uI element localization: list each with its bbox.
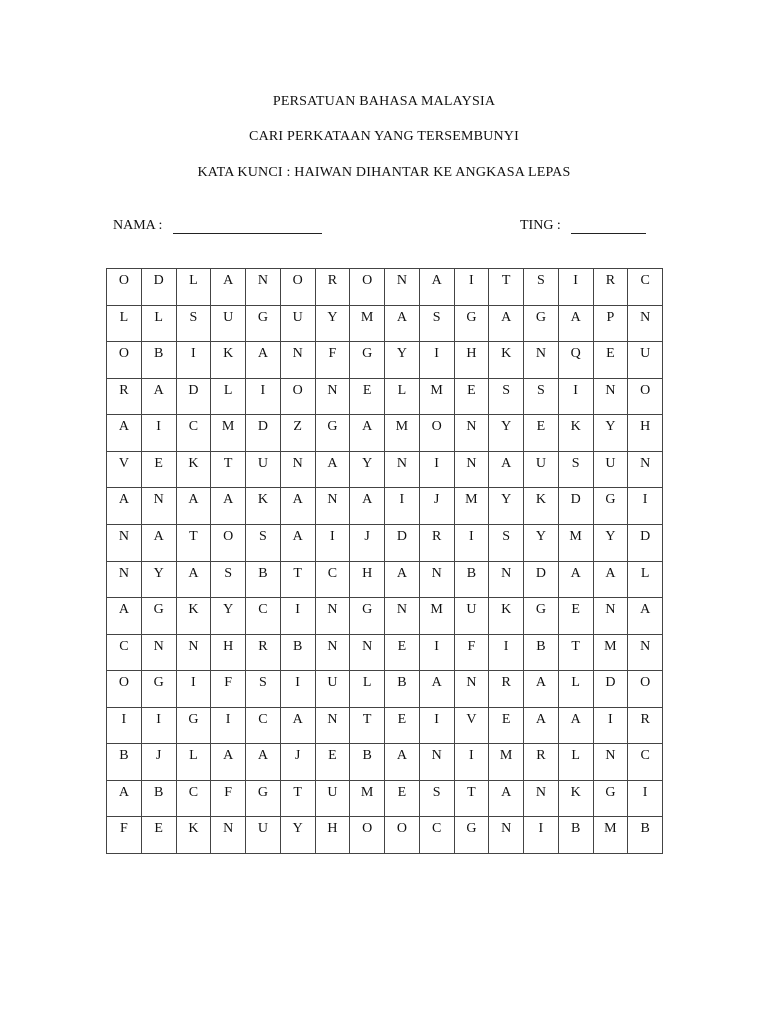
grid-cell[interactable]: S xyxy=(524,269,559,306)
grid-cell[interactable]: Y xyxy=(350,452,385,489)
grid-cell[interactable]: E xyxy=(385,781,420,818)
grid-cell[interactable]: E xyxy=(489,708,524,745)
grid-cell[interactable]: S xyxy=(420,306,455,343)
grid-cell[interactable]: A xyxy=(177,488,212,525)
grid-cell[interactable]: S xyxy=(524,379,559,416)
grid-cell[interactable]: K xyxy=(177,452,212,489)
grid-cell[interactable]: H xyxy=(211,635,246,672)
grid-cell[interactable]: U xyxy=(316,671,351,708)
grid-cell[interactable]: N xyxy=(316,379,351,416)
grid-cell[interactable]: E xyxy=(142,817,177,854)
grid-cell[interactable]: O xyxy=(107,671,142,708)
grid-cell[interactable]: O xyxy=(107,342,142,379)
grid-cell[interactable]: G xyxy=(246,781,281,818)
grid-cell[interactable]: N xyxy=(524,781,559,818)
grid-cell[interactable]: E xyxy=(385,635,420,672)
grid-cell[interactable]: N xyxy=(628,306,663,343)
grid-cell[interactable]: N xyxy=(524,342,559,379)
grid-cell[interactable]: N xyxy=(628,635,663,672)
grid-cell[interactable]: C xyxy=(628,269,663,306)
grid-cell[interactable]: B xyxy=(559,817,594,854)
grid-cell[interactable]: B xyxy=(281,635,316,672)
grid-cell[interactable]: A xyxy=(559,306,594,343)
grid-cell[interactable]: I xyxy=(455,744,490,781)
grid-cell[interactable]: S xyxy=(489,379,524,416)
grid-cell[interactable]: A xyxy=(281,708,316,745)
grid-cell[interactable]: A xyxy=(107,415,142,452)
grid-cell[interactable]: T xyxy=(177,525,212,562)
grid-cell[interactable]: I xyxy=(524,817,559,854)
grid-cell[interactable]: T xyxy=(281,781,316,818)
grid-cell[interactable]: H xyxy=(316,817,351,854)
word-search-grid xyxy=(106,268,663,854)
grid-cell[interactable]: I xyxy=(142,415,177,452)
grid-cell[interactable]: N xyxy=(281,452,316,489)
grid-cell[interactable]: A xyxy=(385,306,420,343)
nama-label: NAMA : xyxy=(113,218,163,233)
grid-cell[interactable]: B xyxy=(142,781,177,818)
grid-cell[interactable]: M xyxy=(350,781,385,818)
grid-cell[interactable]: G xyxy=(142,671,177,708)
grid-cell[interactable]: T xyxy=(489,269,524,306)
grid-cell[interactable]: D xyxy=(524,562,559,599)
grid-cell[interactable]: K xyxy=(524,488,559,525)
grid-cell[interactable]: G xyxy=(142,598,177,635)
grid-cell[interactable]: L xyxy=(211,379,246,416)
grid-cell[interactable]: G xyxy=(350,598,385,635)
grid-cell[interactable]: R xyxy=(246,635,281,672)
grid-cell[interactable]: U xyxy=(628,342,663,379)
grid-cell[interactable]: N xyxy=(420,562,455,599)
grid-cell[interactable]: A xyxy=(594,562,629,599)
grid-cell[interactable]: D xyxy=(385,525,420,562)
grid-cell[interactable]: S xyxy=(177,306,212,343)
grid-cell[interactable]: A xyxy=(489,781,524,818)
grid-cell[interactable]: A xyxy=(628,598,663,635)
nama-blank-line[interactable] xyxy=(173,233,322,234)
grid-cell[interactable]: R xyxy=(628,708,663,745)
grid-cell[interactable]: Q xyxy=(559,342,594,379)
grid-cell[interactable]: C xyxy=(246,598,281,635)
grid-cell[interactable]: K xyxy=(177,817,212,854)
grid-cell[interactable]: I xyxy=(489,635,524,672)
grid-cell[interactable]: K xyxy=(559,781,594,818)
grid-cell[interactable]: A xyxy=(420,671,455,708)
grid-cell[interactable]: N xyxy=(211,817,246,854)
grid-cell[interactable]: I xyxy=(455,525,490,562)
grid-cell[interactable]: N xyxy=(420,744,455,781)
grid-cell[interactable]: I xyxy=(455,269,490,306)
grid-cell[interactable]: N xyxy=(455,415,490,452)
grid-cell[interactable]: N xyxy=(489,562,524,599)
grid-cell[interactable]: N xyxy=(594,598,629,635)
grid-cell[interactable]: N xyxy=(455,671,490,708)
grid-cell[interactable]: L xyxy=(350,671,385,708)
grid-cell[interactable]: A xyxy=(559,708,594,745)
grid-cell[interactable]: U xyxy=(316,781,351,818)
grid-cell[interactable]: F xyxy=(316,342,351,379)
grid-cell[interactable]: M xyxy=(420,598,455,635)
grid-cell[interactable]: L xyxy=(559,744,594,781)
grid-cell[interactable]: R xyxy=(489,671,524,708)
grid-cell[interactable]: L xyxy=(107,306,142,343)
grid-cell[interactable]: J xyxy=(350,525,385,562)
grid-cell[interactable]: D xyxy=(177,379,212,416)
grid-cell[interactable]: O xyxy=(350,269,385,306)
grid-cell[interactable]: L xyxy=(559,671,594,708)
grid-cell[interactable]: U xyxy=(211,306,246,343)
grid-cell[interactable]: E xyxy=(524,415,559,452)
grid-cell[interactable]: L xyxy=(628,562,663,599)
grid-cell[interactable]: N xyxy=(385,452,420,489)
grid-cell[interactable]: S xyxy=(211,562,246,599)
grid-cell[interactable]: C xyxy=(177,781,212,818)
grid-cell[interactable]: T xyxy=(211,452,246,489)
grid-cell[interactable]: N xyxy=(385,269,420,306)
grid-cell[interactable]: G xyxy=(246,306,281,343)
grid-cell[interactable]: G xyxy=(524,306,559,343)
grid-cell[interactable]: R xyxy=(107,379,142,416)
grid-cell[interactable]: Y xyxy=(385,342,420,379)
grid-cell[interactable]: T xyxy=(350,708,385,745)
grid-cell[interactable]: A xyxy=(246,342,281,379)
grid-cell[interactable]: D xyxy=(559,488,594,525)
grid-cell[interactable]: K xyxy=(559,415,594,452)
grid-cell[interactable]: K xyxy=(489,342,524,379)
grid-cell[interactable]: P xyxy=(594,306,629,343)
grid-cell[interactable]: N xyxy=(316,635,351,672)
grid-cell[interactable]: M xyxy=(489,744,524,781)
grid-cell[interactable]: H xyxy=(455,342,490,379)
grid-cell[interactable]: S xyxy=(420,781,455,818)
grid-cell[interactable]: O xyxy=(281,269,316,306)
grid-cell[interactable]: Y xyxy=(211,598,246,635)
grid-cell[interactable]: N xyxy=(107,525,142,562)
grid-cell[interactable]: K xyxy=(489,598,524,635)
grid-cell[interactable]: N xyxy=(350,635,385,672)
grid-cell[interactable]: M xyxy=(594,635,629,672)
grid-cell[interactable]: O xyxy=(281,379,316,416)
grid-cell[interactable]: Y xyxy=(489,488,524,525)
grid-cell[interactable]: L xyxy=(142,306,177,343)
grid-cell[interactable]: I xyxy=(281,598,316,635)
grid-cell[interactable]: E xyxy=(594,342,629,379)
grid-cell[interactable]: A xyxy=(350,488,385,525)
grid-cell[interactable]: Y xyxy=(316,306,351,343)
grid-cell[interactable]: B xyxy=(628,817,663,854)
grid-cell[interactable]: N xyxy=(281,342,316,379)
grid-cell[interactable]: M xyxy=(455,488,490,525)
organisation-title: PERSATUAN BAHASA MALAYSIA xyxy=(272,94,496,109)
grid-cell[interactable]: T xyxy=(559,635,594,672)
grid-cell[interactable]: I xyxy=(420,708,455,745)
grid-cell[interactable]: E xyxy=(316,744,351,781)
grid-cell[interactable]: B xyxy=(350,744,385,781)
grid-cell[interactable]: Y xyxy=(142,562,177,599)
grid-cell[interactable]: H xyxy=(350,562,385,599)
grid-cell[interactable]: I xyxy=(246,379,281,416)
grid-cell[interactable]: G xyxy=(455,306,490,343)
grid-cell[interactable]: R xyxy=(594,269,629,306)
grid-cell[interactable]: L xyxy=(177,269,212,306)
grid-cell[interactable]: A xyxy=(385,562,420,599)
grid-cell[interactable]: C xyxy=(316,562,351,599)
grid-cell[interactable]: M xyxy=(211,415,246,452)
grid-cell[interactable]: G xyxy=(594,781,629,818)
grid-cell[interactable]: N xyxy=(246,269,281,306)
grid-cell[interactable]: K xyxy=(246,488,281,525)
grid-cell[interactable]: R xyxy=(420,525,455,562)
grid-cell[interactable]: N xyxy=(177,635,212,672)
grid-cell[interactable]: S xyxy=(246,525,281,562)
grid-cell[interactable]: U xyxy=(246,452,281,489)
grid-cell[interactable]: I xyxy=(385,488,420,525)
grid-cell[interactable]: F xyxy=(455,635,490,672)
grid-cell[interactable]: C xyxy=(246,708,281,745)
grid-cell[interactable]: I xyxy=(420,635,455,672)
grid-cell[interactable]: K xyxy=(211,342,246,379)
grid-cell[interactable]: D xyxy=(594,671,629,708)
grid-cell[interactable]: J xyxy=(142,744,177,781)
grid-cell[interactable]: B xyxy=(246,562,281,599)
grid-cell[interactable]: U xyxy=(455,598,490,635)
grid-cell[interactable]: A xyxy=(246,744,281,781)
grid-cell[interactable]: I xyxy=(177,671,212,708)
grid-cell[interactable]: G xyxy=(455,817,490,854)
grid-cell[interactable]: H xyxy=(628,415,663,452)
grid-cell[interactable]: U xyxy=(281,306,316,343)
grid-cell[interactable]: I xyxy=(211,708,246,745)
grid-cell[interactable]: B xyxy=(107,744,142,781)
grid-cell[interactable]: A xyxy=(281,488,316,525)
grid-cell[interactable]: N xyxy=(107,562,142,599)
grid-cell[interactable]: A xyxy=(420,269,455,306)
grid-cell[interactable]: T xyxy=(281,562,316,599)
grid-cell[interactable]: A xyxy=(524,708,559,745)
instruction-title: CARI PERKATAAN YANG TERSEMBUNYI xyxy=(249,129,519,144)
grid-cell[interactable]: A xyxy=(177,562,212,599)
grid-cell[interactable]: M xyxy=(559,525,594,562)
grid-cell[interactable]: N xyxy=(489,817,524,854)
grid-cell[interactable]: I xyxy=(559,269,594,306)
grid-cell[interactable]: I xyxy=(177,342,212,379)
grid-cell[interactable]: R xyxy=(316,269,351,306)
grid-cell[interactable]: A xyxy=(489,306,524,343)
grid-cell[interactable]: O xyxy=(385,817,420,854)
grid-cell[interactable]: O xyxy=(628,671,663,708)
grid-cell[interactable]: U xyxy=(246,817,281,854)
grid-cell[interactable]: L xyxy=(385,379,420,416)
grid-cell[interactable]: N xyxy=(142,635,177,672)
grid-cell[interactable]: Y xyxy=(594,525,629,562)
grid-cell[interactable]: R xyxy=(524,744,559,781)
grid-cell[interactable]: I xyxy=(559,379,594,416)
grid-cell[interactable]: E xyxy=(142,452,177,489)
grid-cell[interactable]: S xyxy=(489,525,524,562)
grid-cell[interactable]: K xyxy=(177,598,212,635)
grid-cell[interactable]: E xyxy=(559,598,594,635)
grid-cell[interactable]: C xyxy=(628,744,663,781)
grid-cell[interactable]: N xyxy=(385,598,420,635)
grid-cell[interactable]: A xyxy=(350,415,385,452)
grid-cell[interactable]: A xyxy=(142,525,177,562)
grid-cell[interactable]: N xyxy=(594,744,629,781)
grid-cell[interactable]: I xyxy=(420,452,455,489)
grid-cell[interactable]: F xyxy=(211,781,246,818)
grid-cell[interactable]: I xyxy=(142,708,177,745)
grid-cell[interactable]: N xyxy=(316,598,351,635)
grid-cell[interactable]: A xyxy=(107,488,142,525)
grid-cell[interactable]: A xyxy=(107,781,142,818)
grid-cell[interactable]: A xyxy=(211,488,246,525)
grid-cell[interactable]: U xyxy=(524,452,559,489)
grid-cell[interactable]: C xyxy=(177,415,212,452)
grid-cell[interactable]: M xyxy=(594,817,629,854)
ting-label: TING : xyxy=(520,218,561,233)
grid-cell[interactable]: A xyxy=(107,598,142,635)
grid-cell[interactable]: B xyxy=(455,562,490,599)
grid-cell[interactable]: T xyxy=(455,781,490,818)
grid-cell[interactable]: S xyxy=(559,452,594,489)
grid-cell[interactable]: L xyxy=(177,744,212,781)
grid-cell[interactable]: V xyxy=(107,452,142,489)
grid-cell[interactable]: E xyxy=(385,708,420,745)
grid-cell[interactable]: Y xyxy=(524,525,559,562)
grid-cell[interactable]: F xyxy=(211,671,246,708)
grid-cell[interactable]: A xyxy=(489,452,524,489)
grid-cell[interactable]: A xyxy=(559,562,594,599)
grid-cell[interactable]: I xyxy=(316,525,351,562)
grid-cell[interactable]: A xyxy=(385,744,420,781)
grid-cell[interactable]: O xyxy=(350,817,385,854)
grid-cell[interactable]: C xyxy=(420,817,455,854)
grid-cell[interactable]: U xyxy=(594,452,629,489)
grid-cell[interactable]: G xyxy=(316,415,351,452)
grid-cell[interactable]: O xyxy=(107,269,142,306)
grid-cell[interactable]: N xyxy=(628,452,663,489)
grid-cell[interactable]: G xyxy=(177,708,212,745)
grid-cell[interactable]: D xyxy=(628,525,663,562)
grid-cell[interactable]: O xyxy=(211,525,246,562)
grid-cell[interactable]: A xyxy=(524,671,559,708)
grid-cell[interactable]: O xyxy=(628,379,663,416)
grid-cell[interactable]: A xyxy=(316,452,351,489)
grid-cell[interactable]: A xyxy=(211,269,246,306)
grid-cell[interactable]: D xyxy=(246,415,281,452)
grid-cell[interactable]: Y xyxy=(281,817,316,854)
keyword-title: KATA KUNCI : HAIWAN DIHANTAR KE ANGKASA LEPAS xyxy=(197,165,571,180)
grid-cell[interactable]: Z xyxy=(281,415,316,452)
grid-cell[interactable]: N xyxy=(316,488,351,525)
grid-cell[interactable]: F xyxy=(107,817,142,854)
grid-cell[interactable]: I xyxy=(628,781,663,818)
grid-cell[interactable]: V xyxy=(455,708,490,745)
grid-cell[interactable]: I xyxy=(420,342,455,379)
grid-cell[interactable]: G xyxy=(524,598,559,635)
grid-cell[interactable]: N xyxy=(142,488,177,525)
grid-cell[interactable]: I xyxy=(107,708,142,745)
grid-cell[interactable]: E xyxy=(455,379,490,416)
grid-cell[interactable]: M xyxy=(350,306,385,343)
grid-cell[interactable]: G xyxy=(594,488,629,525)
grid-cell[interactable]: Y xyxy=(594,415,629,452)
grid-cell[interactable]: N xyxy=(455,452,490,489)
grid-cell[interactable]: G xyxy=(350,342,385,379)
grid-cell[interactable]: I xyxy=(628,488,663,525)
grid-cell[interactable]: J xyxy=(420,488,455,525)
grid-cell[interactable]: N xyxy=(594,379,629,416)
grid-cell[interactable]: A xyxy=(142,379,177,416)
grid-cell[interactable]: O xyxy=(420,415,455,452)
grid-cell[interactable]: M xyxy=(420,379,455,416)
grid-cell[interactable]: D xyxy=(142,269,177,306)
grid-cell[interactable]: A xyxy=(211,744,246,781)
grid-cell[interactable]: I xyxy=(281,671,316,708)
grid-cell[interactable]: Y xyxy=(489,415,524,452)
grid-cell[interactable]: E xyxy=(350,379,385,416)
grid-cell[interactable]: S xyxy=(246,671,281,708)
grid-cell[interactable]: A xyxy=(281,525,316,562)
grid-cell[interactable]: B xyxy=(142,342,177,379)
grid-cell[interactable]: B xyxy=(385,671,420,708)
grid-cell[interactable]: M xyxy=(385,415,420,452)
grid-cell[interactable]: B xyxy=(524,635,559,672)
grid-cell[interactable]: I xyxy=(594,708,629,745)
ting-blank-line[interactable] xyxy=(571,233,646,234)
grid-cell[interactable]: N xyxy=(316,708,351,745)
grid-cell[interactable]: J xyxy=(281,744,316,781)
grid-cell[interactable]: C xyxy=(107,635,142,672)
